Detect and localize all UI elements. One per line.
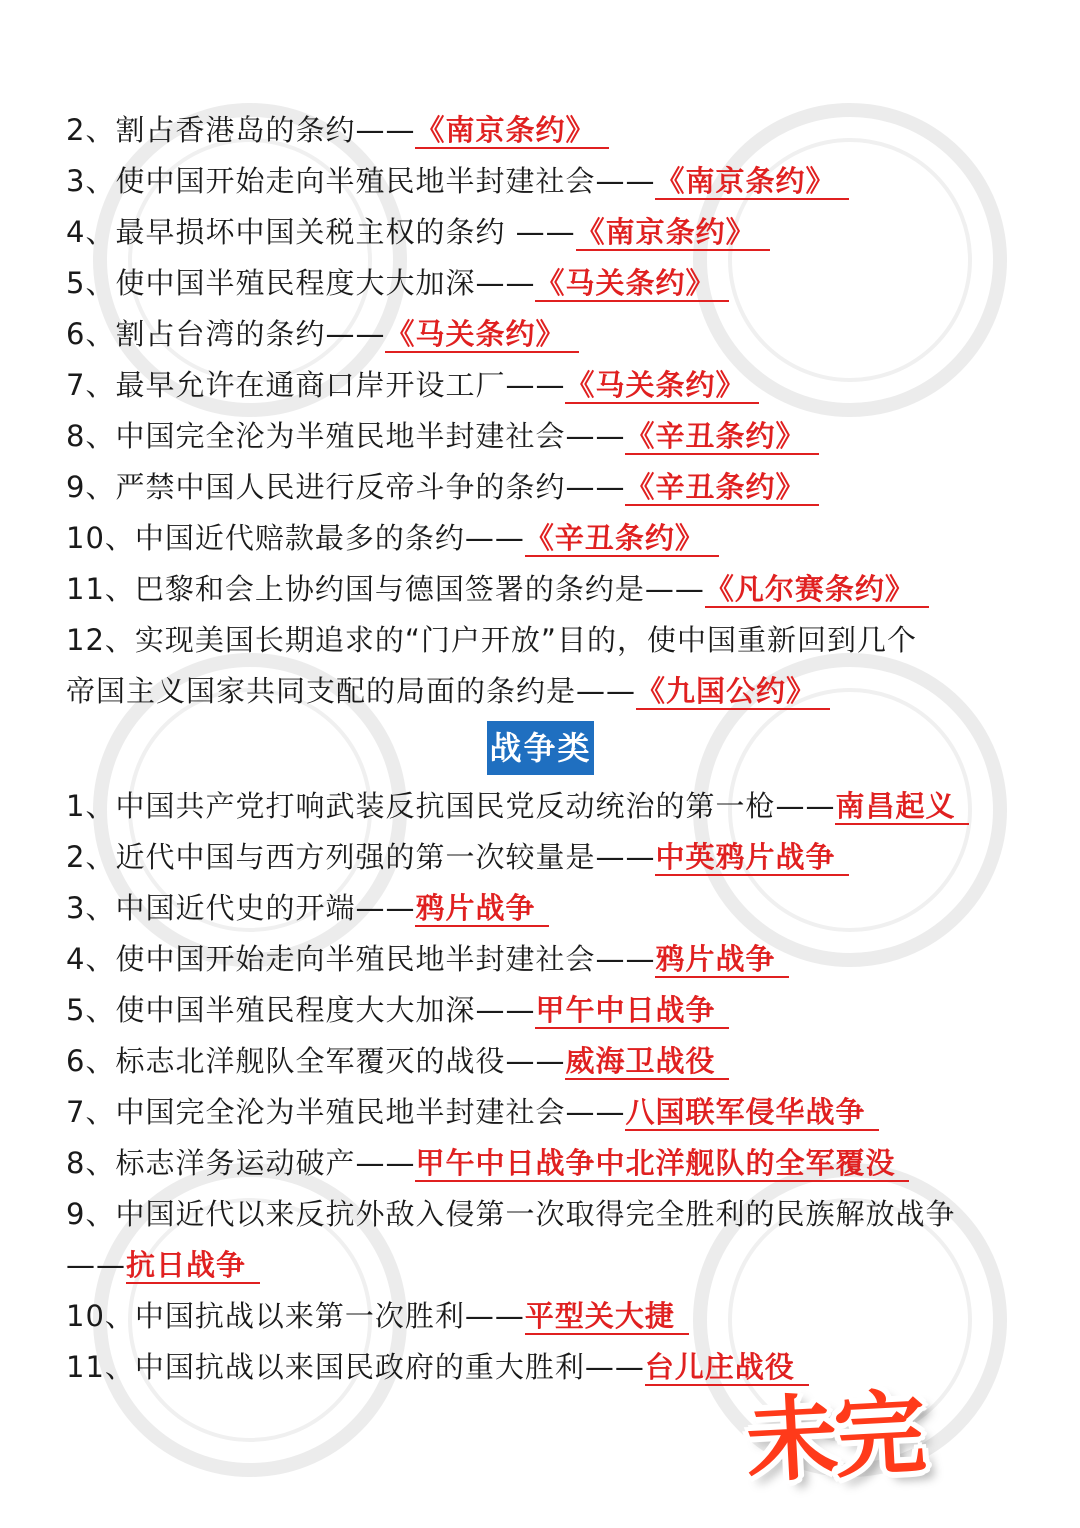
- answer: 《南京条约》: [655, 164, 849, 200]
- list-item: 帝国主义国家共同支配的局面的条约是——《九国公约》: [66, 671, 830, 711]
- list-item: 6、割占台湾的条约——《马关条约》: [66, 314, 579, 354]
- list-item: 5、使中国半殖民程度大大加深——《马关条约》: [66, 263, 729, 303]
- list-item: 9、中国近代以来反抗外敌入侵第一次取得完全胜利的民族解放战争: [66, 1197, 956, 1231]
- list-item: 2、割占香港岛的条约——《南京条约》: [66, 110, 609, 150]
- answer: 中英鸦片战争: [655, 840, 849, 876]
- answer: 八国联军侵华战争: [625, 1095, 879, 1131]
- list-item: 7、中国完全沦为半殖民地半封建社会——八国联军侵华战争: [66, 1092, 879, 1132]
- list-item: 6、标志北洋舰队全军覆灭的战役——威海卫战役: [66, 1041, 729, 1081]
- answer: 台儿庄战役: [645, 1350, 809, 1386]
- list-item: 7、最早允许在通商口岸开设工厂——《马关条约》: [66, 365, 759, 405]
- answer: 《马关条约》: [565, 368, 759, 404]
- answer: 南昌起义: [835, 789, 969, 825]
- list-item: 8、中国完全沦为半殖民地半封建社会——《辛丑条约》: [66, 416, 819, 456]
- answer: 《凡尔赛条约》: [705, 572, 929, 608]
- answer: 甲午中日战争: [535, 993, 729, 1029]
- answer: 《辛丑条约》: [525, 521, 719, 557]
- list-item: ——抗日战争: [66, 1245, 260, 1285]
- answer: 《马关条约》: [385, 317, 579, 353]
- list-item: 11、中国抗战以来国民政府的重大胜利——台儿庄战役: [66, 1347, 809, 1387]
- list-item: 8、标志洋务运动破产——甲午中日战争中北洋舰队的全军覆没: [66, 1143, 909, 1183]
- list-item: 11、巴黎和会上协约国与德国签署的条约是——《凡尔赛条约》: [66, 569, 929, 609]
- list-item: 9、严禁中国人民进行反帝斗争的条约——《辛丑条约》: [66, 467, 819, 507]
- list-item: 1、中国共产党打响武装反抗国民党反动统治的第一枪——南昌起义: [66, 786, 969, 826]
- answer: 抗日战争: [126, 1248, 260, 1284]
- section-title: 战争类: [487, 721, 594, 775]
- list-item: 4、使中国开始走向半殖民地半封建社会——鸦片战争: [66, 939, 789, 979]
- list-item: 10、中国近代赔款最多的条约——《辛丑条约》: [66, 518, 719, 558]
- answer: 威海卫战役: [565, 1044, 729, 1080]
- list-item: 3、中国近代史的开端——鸦片战争: [66, 888, 549, 928]
- answer: 《辛丑条约》: [625, 470, 819, 506]
- list-item: 5、使中国半殖民程度大大加深——甲午中日战争: [66, 990, 729, 1030]
- list-item: 2、近代中国与西方列强的第一次较量是——中英鸦片战争: [66, 837, 849, 877]
- answer: 《马关条约》: [535, 266, 729, 302]
- unfinished-stamp: 未完: [743, 1379, 925, 1496]
- answer: 《辛丑条约》: [625, 419, 819, 455]
- answer: 甲午中日战争中北洋舰队的全军覆没: [415, 1146, 909, 1182]
- answer: 鸦片战争: [415, 891, 549, 927]
- list-item: 3、使中国开始走向半殖民地半封建社会——《南京条约》: [66, 161, 849, 201]
- answer: 《南京条约》: [576, 215, 770, 251]
- list-item: 10、中国抗战以来第一次胜利——平型关大捷: [66, 1296, 689, 1336]
- answer: 《南京条约》: [415, 113, 609, 149]
- list-item: 12、实现美国长期追求的“门户开放”目的，使中国重新回到几个: [66, 623, 917, 657]
- answer: 平型关大捷: [525, 1299, 689, 1335]
- answer: 鸦片战争: [655, 942, 789, 978]
- list-item: 4、最早损坏中国关税主权的条约 ——《南京条约》: [66, 212, 770, 252]
- answer: 《九国公约》: [636, 674, 830, 710]
